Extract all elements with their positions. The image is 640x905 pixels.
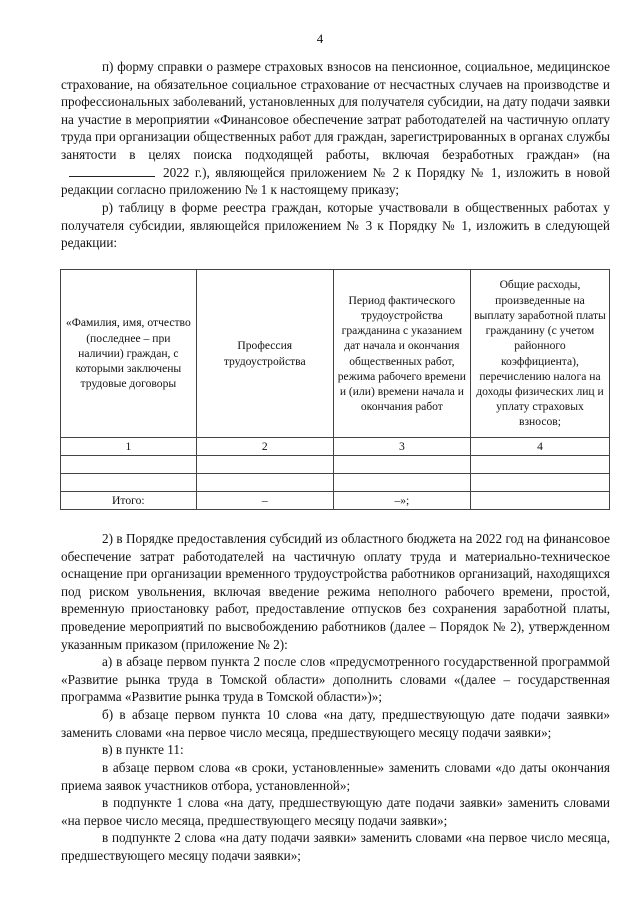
paragraph-p-text: п) форму справки о размере страховых взносов на пенсионное, социальное, медицинское страхование, на обязательное социальное страхование от несчастных случаев на производстве и профессиональных заболеваний, установленных для получателя субсидии, на дату подачи заявки на участие в мероприятии «Финансовое обеспечение затрат работодателей на частичную оплату труда при организации общественных работ для граждан, зарегистрированных в органах службы занятости в целях поиска подходящей работы, включая безработных граждан» (на	[61, 59, 610, 162]
header-full-name: «Фамилия, имя, отчество (последнее – при наличии) граждан, с которыми заключены трудовые договоры	[61, 270, 197, 438]
registry-table	[60, 269, 610, 510]
paragraph-2a: а) в абзаце первом пункта 2 после слов «предусмотренного государственной программой «Развитие рынка труда в Томской области» дополнить словами «(далее – государственная программа «Развитие рынка труда в Томской области»)»;	[61, 654, 610, 705]
total-cell: –	[196, 492, 333, 510]
paragraph-2v-3: в подпункте 2 слова «на дату подачи заявки» заменить словами «на первое число месяца, предшествующего месяцу подачи заявки»;	[61, 830, 610, 863]
table-cell	[61, 474, 197, 492]
total-label: Итого:	[61, 492, 197, 510]
table-header-row	[61, 270, 610, 438]
paragraph-p-text-cont: 2022 г.), являющейся приложением № 2 к Порядку № 1, изложить в новой редакции согласно приложению № 1 к настоящему приказу;	[61, 164, 610, 198]
column-number: 3	[333, 438, 470, 456]
table-row	[61, 456, 610, 474]
paragraph-2v-1: в абзаце первом слова «в сроки, установленные» заменить словами «до даты окончания приема заявок участников отбора, установленной»;	[61, 760, 610, 793]
paragraph-2: 2) в Порядке предоставления субсидий из областного бюджета на 2022 год на финансовое обеспечение затрат работодателей на частичную оплату труда и материально-техническое оснащение при организации временного трудоустройства работников организаций, находящихся под риском увольнения, включая введение режима неполного рабочего времени, простой, временную приостановку работ, предоставление отпусков без сохранения заработной платы, проведение мероприятий по высвобождению работников (далее – Порядок № 2), утвержденном указанным приказом (приложение № 2):	[61, 531, 610, 652]
table-cell	[333, 474, 470, 492]
paragraph-2v-2: в подпункте 1 слова «на дату, предшествующую дате подачи заявки» заменить словами «на первое число месяца, предшествующего месяцу подачи заявки»;	[61, 795, 610, 828]
table-cell	[333, 456, 470, 474]
paragraph-r: р) таблицу в форме реестра граждан, которые участвовали в общественных работах у получателя субсидии, являющейся приложением № 3 к Порядку № 1, изложить в следующей редакции:	[61, 200, 610, 251]
paragraph-p	[61, 58, 610, 199]
column-number-row	[61, 438, 610, 456]
total-cell: –»;	[333, 492, 470, 510]
column-number: 1	[61, 438, 197, 456]
column-number: 4	[470, 438, 609, 456]
header-employment-period: Период фактического трудоустройства гражданина с указанием дат начала и окончания общественных работ, режима рабочего времени и (или) времени начала и окончания работ	[333, 270, 470, 438]
paragraph-2v: в) в пункте 11:	[102, 742, 184, 757]
table-row	[61, 474, 610, 492]
date-blank	[69, 165, 155, 177]
total-row	[61, 492, 610, 510]
table-cell	[196, 474, 333, 492]
table-cell	[196, 456, 333, 474]
table-cell	[470, 474, 609, 492]
column-number: 2	[196, 438, 333, 456]
table-cell	[61, 456, 197, 474]
paragraph-2b: б) в абзаце первом пункта 10 слова «на дату, предшествующую дате подачи заявки» заменить словами «на первое число месяца, предшествующего месяцу подачи заявки»;	[61, 707, 610, 740]
header-profession: Профессия трудоустройства	[196, 270, 333, 438]
table-cell	[470, 456, 609, 474]
total-cell	[470, 492, 609, 510]
header-total-expenses: Общие расходы, произведенные на выплату заработной платы гражданину (с учетом районного коэффициента), перечислению налога на доходы физических лиц и уплату страховых взносов;	[470, 270, 609, 438]
page-number: 4	[316, 31, 324, 46]
